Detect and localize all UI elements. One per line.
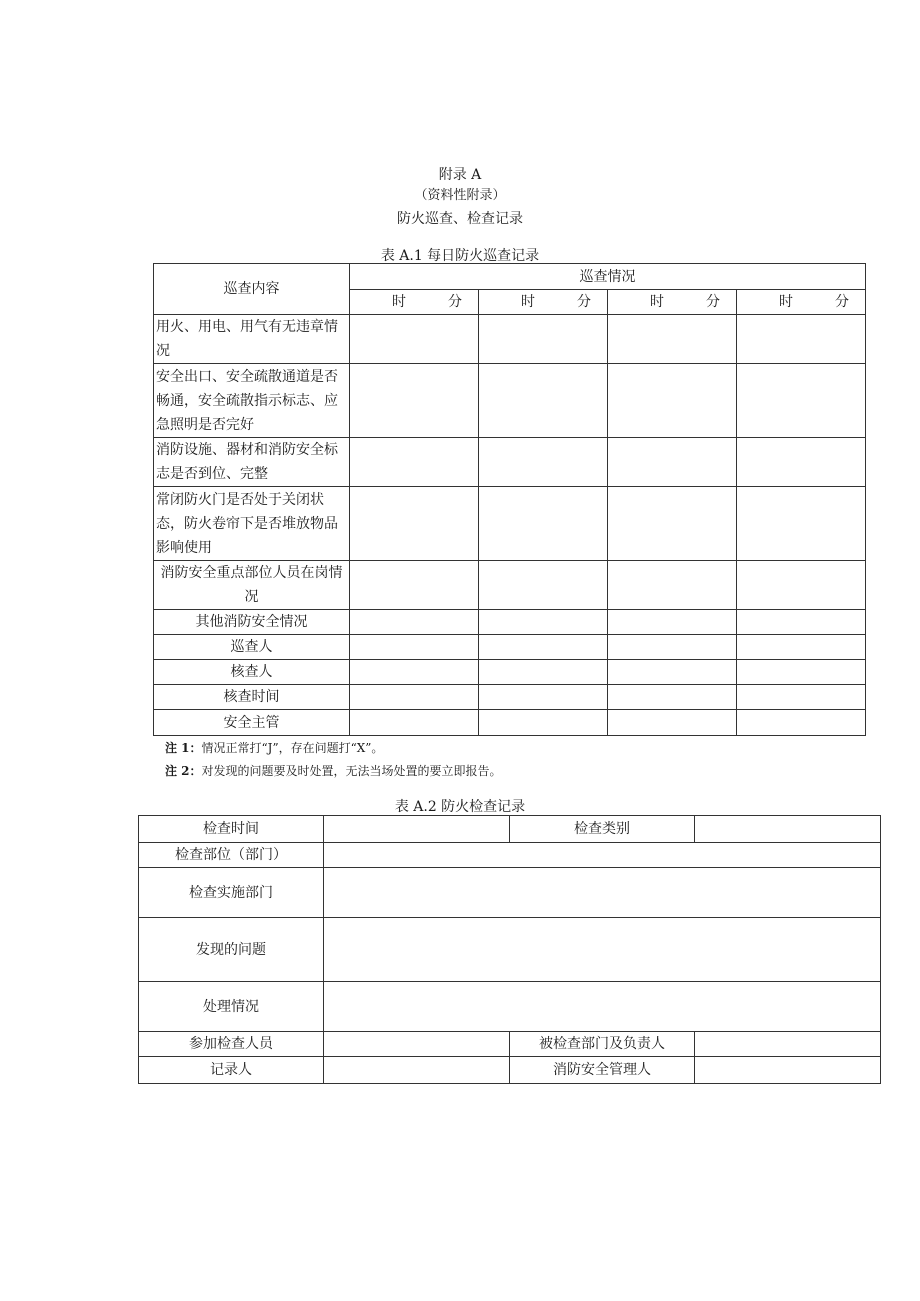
table-row bbox=[154, 438, 866, 487]
patrol-cell[interactable] bbox=[350, 610, 479, 635]
patrol-item: 常闭防火门是否处于关闭状态，防火卷帘下是否堆放物品影响使用 bbox=[154, 487, 350, 561]
patrol-item: 核查时间 bbox=[154, 685, 350, 710]
patrol-status-header: 巡查情况 bbox=[350, 264, 866, 290]
check-dept-field[interactable] bbox=[324, 868, 881, 918]
check-location-label: 检查部位（部门） bbox=[139, 843, 324, 868]
note-text: 情况正常打“J”，存在问题打“X”。 bbox=[201, 741, 384, 755]
patrol-cell[interactable] bbox=[350, 685, 479, 710]
patrol-cell[interactable] bbox=[608, 685, 737, 710]
check-location-field[interactable] bbox=[324, 843, 881, 868]
patrol-cell[interactable] bbox=[608, 635, 737, 660]
appendix-title: 附录 A bbox=[438, 167, 482, 183]
patrol-cell[interactable] bbox=[737, 710, 866, 736]
inspected-dept-field[interactable] bbox=[695, 1032, 881, 1057]
patrol-cell[interactable] bbox=[737, 315, 866, 364]
patrol-cell[interactable] bbox=[479, 561, 608, 610]
time-header-3: 时 分 bbox=[608, 290, 737, 315]
patrol-cell[interactable] bbox=[479, 635, 608, 660]
fire-manager-label: 消防安全管理人 bbox=[510, 1057, 695, 1084]
patrol-item: 其他消防安全情况 bbox=[154, 610, 350, 635]
patrol-item: 核查人 bbox=[154, 660, 350, 685]
note-2 bbox=[165, 762, 502, 779]
handling-label: 处理情况 bbox=[139, 982, 324, 1032]
patrol-item: 安全主管 bbox=[154, 710, 350, 736]
patrol-cell[interactable] bbox=[479, 610, 608, 635]
patrol-cell[interactable] bbox=[737, 561, 866, 610]
note-1 bbox=[165, 739, 383, 756]
table-row bbox=[154, 561, 866, 610]
patrol-cell[interactable] bbox=[737, 610, 866, 635]
fire-inspection-table bbox=[138, 815, 881, 1084]
patrol-cell[interactable] bbox=[737, 660, 866, 685]
time-header-4: 时 分 bbox=[737, 290, 866, 315]
fire-manager-field[interactable] bbox=[695, 1057, 881, 1084]
patrol-cell[interactable] bbox=[479, 438, 608, 487]
check-time-label: 检查时间 bbox=[139, 816, 324, 843]
time-header-1: 时 分 bbox=[350, 290, 479, 315]
document-heading: 防火巡查、检查记录 bbox=[397, 211, 523, 227]
check-type-label: 检查类别 bbox=[510, 816, 695, 843]
patrol-cell[interactable] bbox=[737, 635, 866, 660]
table2-caption: 表 A.2 防火检查记录 bbox=[394, 799, 526, 815]
patrol-cell[interactable] bbox=[350, 660, 479, 685]
participants-field[interactable] bbox=[324, 1032, 510, 1057]
patrol-content-header: 巡查内容 bbox=[154, 264, 350, 315]
patrol-cell[interactable] bbox=[608, 364, 737, 438]
recorder-field[interactable] bbox=[324, 1057, 510, 1084]
patrol-cell[interactable] bbox=[737, 487, 866, 561]
patrol-cell[interactable] bbox=[608, 710, 737, 736]
issues-field[interactable] bbox=[324, 918, 881, 982]
patrol-cell[interactable] bbox=[350, 315, 479, 364]
patrol-cell[interactable] bbox=[350, 635, 479, 660]
note-label: 注 1： bbox=[165, 741, 202, 755]
patrol-cell[interactable] bbox=[737, 685, 866, 710]
check-type-field[interactable] bbox=[695, 816, 881, 843]
patrol-cell[interactable] bbox=[479, 487, 608, 561]
note-label: 注 2： bbox=[165, 764, 202, 778]
patrol-cell[interactable] bbox=[608, 660, 737, 685]
patrol-item: 安全出口、安全疏散通道是否畅通，安全疏散指示标志、应急照明是否完好 bbox=[154, 364, 350, 438]
patrol-item: 巡查人 bbox=[154, 635, 350, 660]
check-dept-label: 检查实施部门 bbox=[139, 868, 324, 918]
patrol-cell[interactable] bbox=[608, 561, 737, 610]
table-row bbox=[154, 685, 866, 710]
patrol-cell[interactable] bbox=[350, 438, 479, 487]
table-row bbox=[154, 660, 866, 685]
check-time-field[interactable] bbox=[324, 816, 510, 843]
note-text: 对发现的问题要及时处置，无法当场处置的要立即报告。 bbox=[201, 764, 502, 778]
patrol-cell[interactable] bbox=[737, 438, 866, 487]
inspected-dept-label: 被检查部门及负责人 bbox=[510, 1032, 695, 1057]
table-row bbox=[154, 315, 866, 364]
time-header-2: 时 分 bbox=[479, 290, 608, 315]
patrol-cell[interactable] bbox=[350, 487, 479, 561]
patrol-cell[interactable] bbox=[608, 610, 737, 635]
patrol-cell[interactable] bbox=[350, 710, 479, 736]
patrol-cell[interactable] bbox=[479, 660, 608, 685]
patrol-cell[interactable] bbox=[608, 315, 737, 364]
patrol-cell[interactable] bbox=[479, 364, 608, 438]
table1-caption: 表 A.1 每日防火巡查记录 bbox=[380, 248, 540, 264]
patrol-cell[interactable] bbox=[608, 438, 737, 487]
recorder-label: 记录人 bbox=[139, 1057, 324, 1084]
table-row bbox=[154, 635, 866, 660]
patrol-cell[interactable] bbox=[737, 364, 866, 438]
table-row bbox=[154, 364, 866, 438]
issues-label: 发现的问题 bbox=[139, 918, 324, 982]
participants-label: 参加检查人员 bbox=[139, 1032, 324, 1057]
patrol-item: 消防设施、器材和消防安全标志是否到位、完整 bbox=[154, 438, 350, 487]
daily-patrol-table bbox=[153, 263, 866, 736]
patrol-cell[interactable] bbox=[350, 364, 479, 438]
patrol-item: 用火、用电、用气有无违章情况 bbox=[154, 315, 350, 364]
patrol-cell[interactable] bbox=[479, 685, 608, 710]
patrol-cell[interactable] bbox=[479, 315, 608, 364]
table-row bbox=[154, 487, 866, 561]
patrol-cell[interactable] bbox=[608, 487, 737, 561]
table-row bbox=[154, 610, 866, 635]
appendix-nature: （资料性附录） bbox=[414, 188, 506, 203]
table-row bbox=[154, 710, 866, 736]
patrol-cell[interactable] bbox=[350, 561, 479, 610]
patrol-cell[interactable] bbox=[479, 710, 608, 736]
patrol-item: 消防安全重点部位人员在岗情况 bbox=[154, 561, 350, 610]
handling-field[interactable] bbox=[324, 982, 881, 1032]
